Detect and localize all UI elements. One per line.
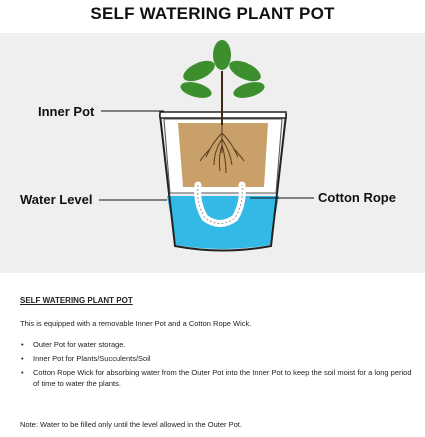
cotton-rope-label: Cotton Rope [318, 190, 396, 205]
list-item [20, 354, 415, 365]
feature-text: Inner Pot for Plants/Succulents/Soil [33, 353, 151, 363]
page-title: SELF WATERING PLANT POT [90, 4, 335, 23]
list-item [20, 340, 415, 351]
list-item [20, 368, 415, 390]
self-watering-pot-diagram [0, 33, 425, 273]
bullet-icon: • [21, 340, 24, 349]
info-heading: SELF WATERING PLANT POT [20, 296, 133, 305]
feature-text: Outer Pot for water storage. [33, 340, 126, 349]
water-level-label: Water Level [20, 192, 93, 207]
bullet-icon: • [21, 353, 24, 363]
info-section [20, 296, 415, 393]
inner-pot-label: Inner Pot [38, 104, 95, 119]
note-text: Note: Water to be filled only until the level allowed in the Outer Pot. [20, 420, 242, 429]
feature-list [20, 340, 415, 390]
info-intro: This is equipped with a removable Inner Pot and a Cotton Rope Wick. [20, 319, 252, 328]
feature-text: Cotton Rope Wick for absorbing water from the Outer Pot into the Inner Pot to keep the soil moist for a long period of time to water the plants. [33, 367, 412, 388]
soil [178, 123, 268, 187]
bullet-icon: • [21, 367, 24, 377]
